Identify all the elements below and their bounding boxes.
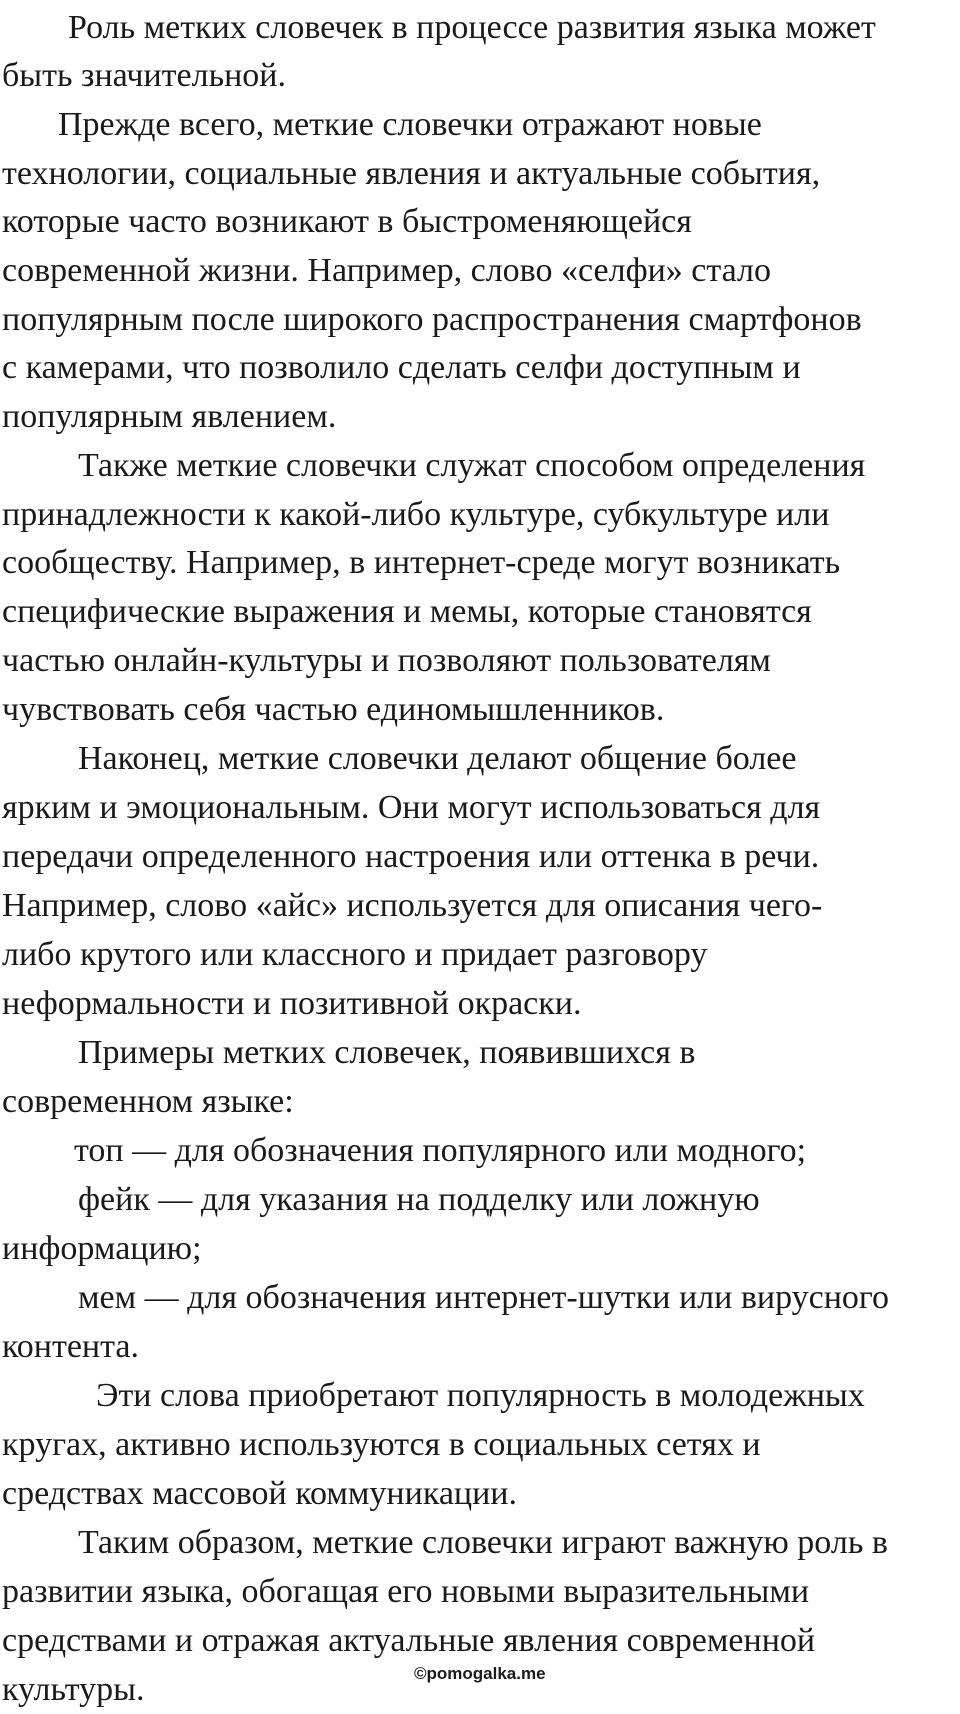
text-line: популярным явлением. (2, 398, 337, 435)
text-line: Также меткие словечки служат способом определения (78, 447, 866, 484)
text-line: информацию; (2, 1230, 202, 1267)
text-line: современной жизни. Например, слово «селфи» стало (2, 252, 772, 289)
list-item: топ — для обозначения популярного или модного; (74, 1132, 807, 1169)
text-line: технологии, социальные явления и актуальные события, (2, 155, 821, 192)
text-line: средствами и отражая актуальные явления современной (2, 1622, 816, 1659)
text-line: передачи определенного настроения или оттенка в речи. (2, 838, 820, 875)
text-line: частью онлайн-культуры и позволяют пользователям (2, 642, 771, 679)
text-line: принадлежности к какой-либо культуре, субкультуре или (2, 496, 830, 533)
text-line: сообществу. Например, в интернет-среде могут возникать (2, 544, 841, 581)
text-line: культуры. (2, 1671, 145, 1708)
text-line: Роль метких словечек в процессе развития языка может (68, 9, 876, 46)
text-line: Наконец, меткие словечки делают общение более (78, 740, 797, 777)
text-line: Эти слова приобретают популярность в молодежных (96, 1377, 865, 1414)
text-line: чувствовать себя частью единомышленников. (2, 691, 665, 728)
text-line: с камерами, что позволило сделать селфи доступным и (2, 349, 801, 386)
text-line: популярным после широкого распространения смартфонов (2, 301, 862, 338)
text-line: развитии языка, обогащая его новыми выразительными (2, 1573, 810, 1610)
text-line: Прежде всего, меткие словечки отражают новые (58, 106, 762, 143)
text-line: которые часто возникают в быстроменяющейся (2, 203, 692, 240)
watermark: ©pomogalka.me (414, 1664, 546, 1683)
text-line: Таким образом, меткие словечки играют важную роль в (78, 1524, 888, 1561)
text-line: кругах, активно используются в социальных сетях и (2, 1426, 761, 1463)
text-line: средствах массовой коммуникации. (2, 1475, 517, 1512)
text-line: Примеры метких словечек, появившихся в (78, 1034, 696, 1071)
text-line: специфические выражения и мемы, которые становятся (2, 593, 812, 630)
text-line: быть значительной. (2, 57, 286, 94)
text-line: ярким и эмоциональным. Они могут использоваться для (2, 789, 821, 826)
text-line: неформальности и позитивной окраски. (2, 985, 582, 1022)
text-line: Например, слово «айс» используется для описания чего- (2, 887, 823, 924)
list-item: фейк — для указания на подделку или ложную (78, 1181, 760, 1218)
text-line: контента. (2, 1328, 139, 1365)
text-line: современном языке: (2, 1083, 294, 1120)
list-item: мем — для обозначения интернет-шутки или вирусного (78, 1279, 890, 1316)
text-line: либо крутого или классного и придает разговору (2, 936, 708, 973)
